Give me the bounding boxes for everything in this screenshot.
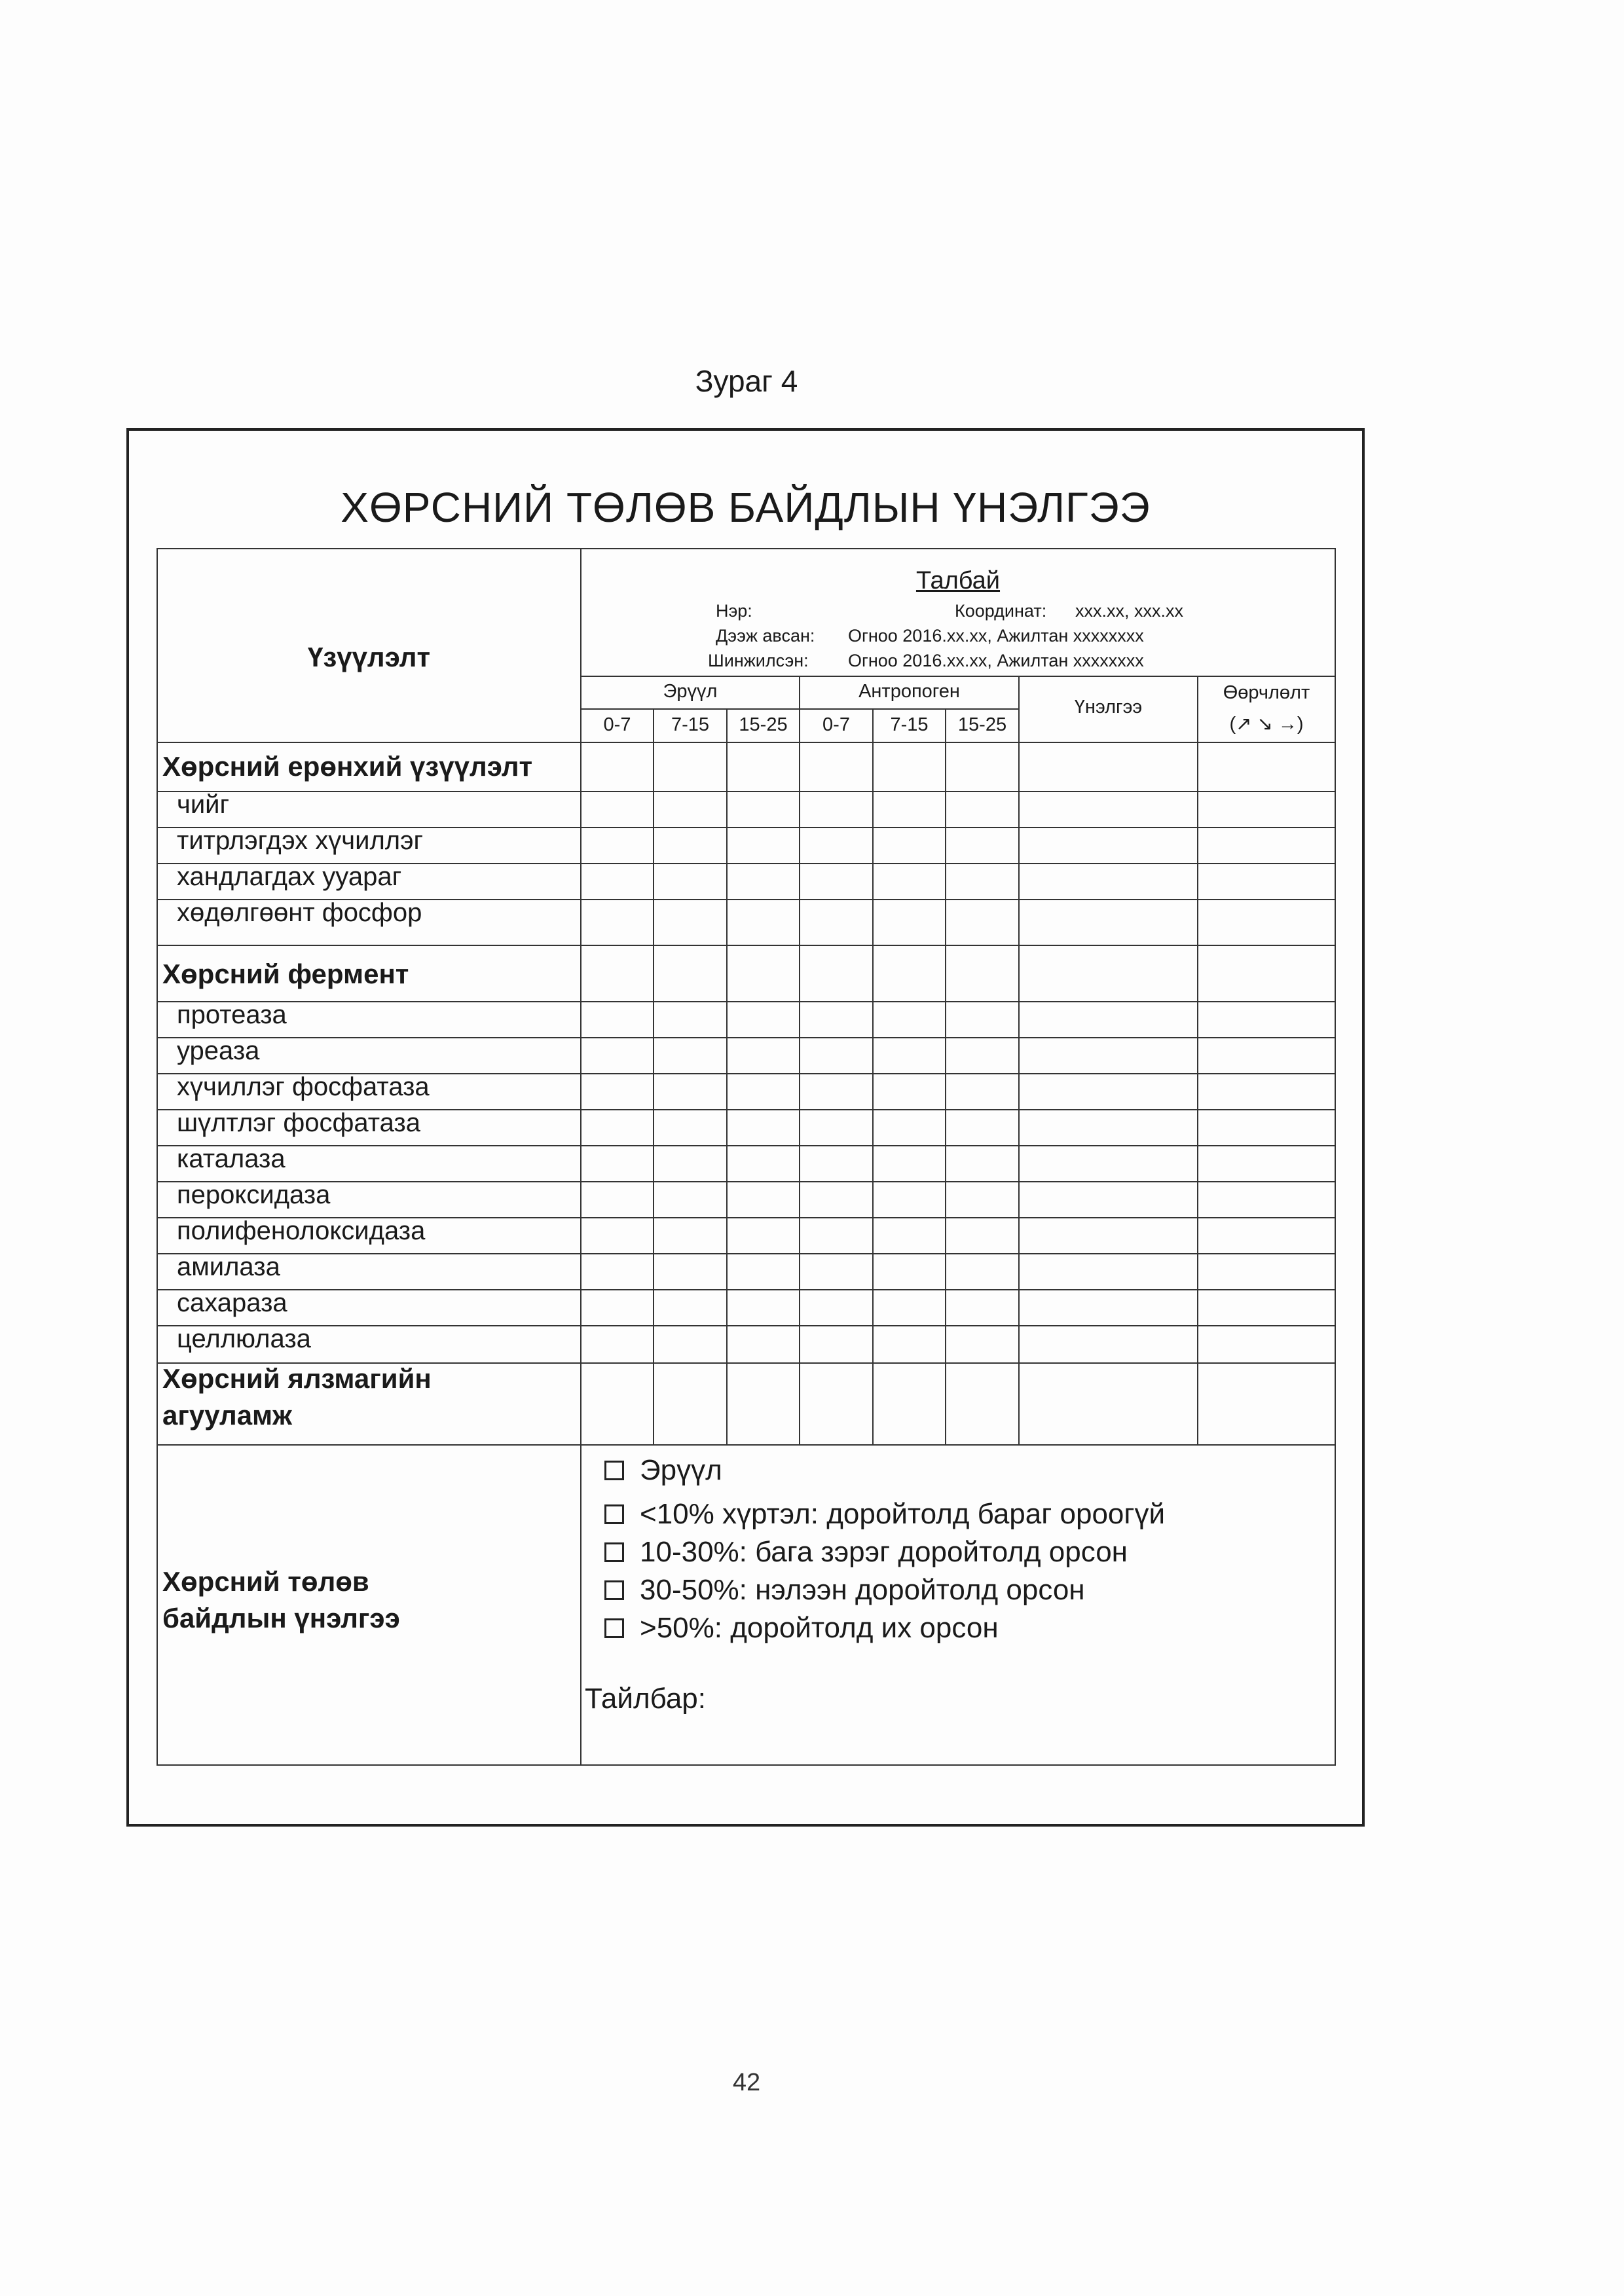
table-row-label: целлюлаза bbox=[177, 1324, 311, 1353]
analyzed-value: Огноо 2016.xx.xx, Ажилтан xxxxxxxx bbox=[848, 651, 1144, 670]
col-assessment: Үнэлгээ bbox=[1074, 697, 1143, 718]
table-row-label: хүчиллэг фосфатаза bbox=[177, 1072, 430, 1101]
option-10-30[interactable] bbox=[604, 1536, 1128, 1569]
option-label: 10-30%: бага зэрэг доройтолд орсон bbox=[640, 1536, 1128, 1568]
col-change-symbols: (↗ ↘ →) bbox=[1229, 714, 1304, 735]
header-indicator: Үзүүлэлт bbox=[307, 642, 431, 672]
option-over-50[interactable] bbox=[604, 1612, 999, 1645]
option-healthy[interactable] bbox=[604, 1454, 722, 1487]
checkbox-icon[interactable] bbox=[604, 1618, 624, 1638]
sampled-value: Огноо 2016.xx.xx, Ажилтан xxxxxxxx bbox=[848, 626, 1144, 646]
section-overall-title bbox=[157, 1563, 580, 1637]
table-row-label: хөдөлгөөнт фосфор bbox=[177, 898, 422, 927]
depth-col: 15-25 bbox=[957, 714, 1007, 735]
option-under-10[interactable] bbox=[604, 1498, 1165, 1531]
section-microbial-line1: Хөрсний ялзмагийн bbox=[162, 1363, 432, 1394]
col-group-healthy: Эрүүл bbox=[663, 681, 718, 702]
name-label: Нэр: bbox=[716, 601, 752, 621]
section-overall-line1: Хөрсний төлөв bbox=[162, 1566, 369, 1597]
analyzed-label: Шинжилсэн: bbox=[708, 651, 809, 670]
table-row-label: хандлагдах ууараг bbox=[177, 862, 402, 891]
table-row-label: уреаза bbox=[177, 1036, 260, 1065]
option-label: <10% хүртэл: доройтолд бараг ороогүй bbox=[640, 1498, 1166, 1530]
depth-col: 7-15 bbox=[890, 714, 929, 735]
col-group-anthropogenic: Антропоген bbox=[858, 681, 960, 702]
option-30-50[interactable] bbox=[604, 1574, 1085, 1607]
note-label: Тайлбар: bbox=[585, 1683, 706, 1715]
checkbox-icon[interactable] bbox=[604, 1504, 624, 1524]
depth-col: 0-7 bbox=[603, 714, 631, 735]
table-row-label: сахараза bbox=[177, 1288, 287, 1317]
form-title: ХӨРСНИЙ ТӨЛӨВ БАЙДЛЫН ҮНЭЛГЭЭ bbox=[341, 484, 1151, 531]
table-row-label: каталаза bbox=[177, 1144, 286, 1173]
checkbox-icon[interactable] bbox=[604, 1542, 624, 1562]
option-label: >50%: доройтолд их орсон bbox=[640, 1612, 999, 1644]
col-change: Өөрчлөлт bbox=[1223, 682, 1310, 703]
depth-col: 0-7 bbox=[822, 714, 850, 735]
depth-col: 15-25 bbox=[739, 714, 788, 735]
table-row-label: пероксидаза bbox=[177, 1180, 331, 1209]
field-title: Талбай bbox=[915, 567, 1001, 594]
section-general-title: Хөрсний ерөнхий үзүүлэлт bbox=[162, 751, 533, 782]
section-microbial-line2: агууламж bbox=[162, 1400, 292, 1430]
table-row-label: титрлэгдэх хүчиллэг bbox=[177, 826, 424, 855]
table-row-label: амилаза bbox=[177, 1252, 280, 1281]
depth-col: 7-15 bbox=[671, 714, 710, 735]
section-enzyme-title: Хөрсний фермент bbox=[162, 958, 409, 989]
figure-label: Зураг 4 bbox=[695, 364, 798, 398]
table-row-label: чийг bbox=[177, 790, 230, 819]
page-number: 42 bbox=[732, 2069, 761, 2096]
checkbox-icon[interactable] bbox=[604, 1461, 624, 1480]
coord-value: xxx.xx, xxx.xx bbox=[1075, 601, 1184, 621]
table-row-label: шүлтлэг фосфатаза bbox=[177, 1108, 421, 1137]
table-row-label: полифенолоксидаза bbox=[177, 1216, 426, 1245]
coord-label: Координат: bbox=[955, 601, 1047, 621]
table-row-label: протеаза bbox=[177, 1000, 287, 1029]
option-label: Эрүүл bbox=[640, 1454, 722, 1486]
section-microbial-title bbox=[157, 1360, 580, 1434]
option-label: 30-50%: нэлээн доройтолд орсон bbox=[640, 1574, 1085, 1606]
section-overall-line2: байдлын үнэлгээ bbox=[162, 1603, 400, 1633]
sampled-label: Дээж авсан: bbox=[716, 626, 815, 646]
checkbox-icon[interactable] bbox=[604, 1580, 624, 1600]
